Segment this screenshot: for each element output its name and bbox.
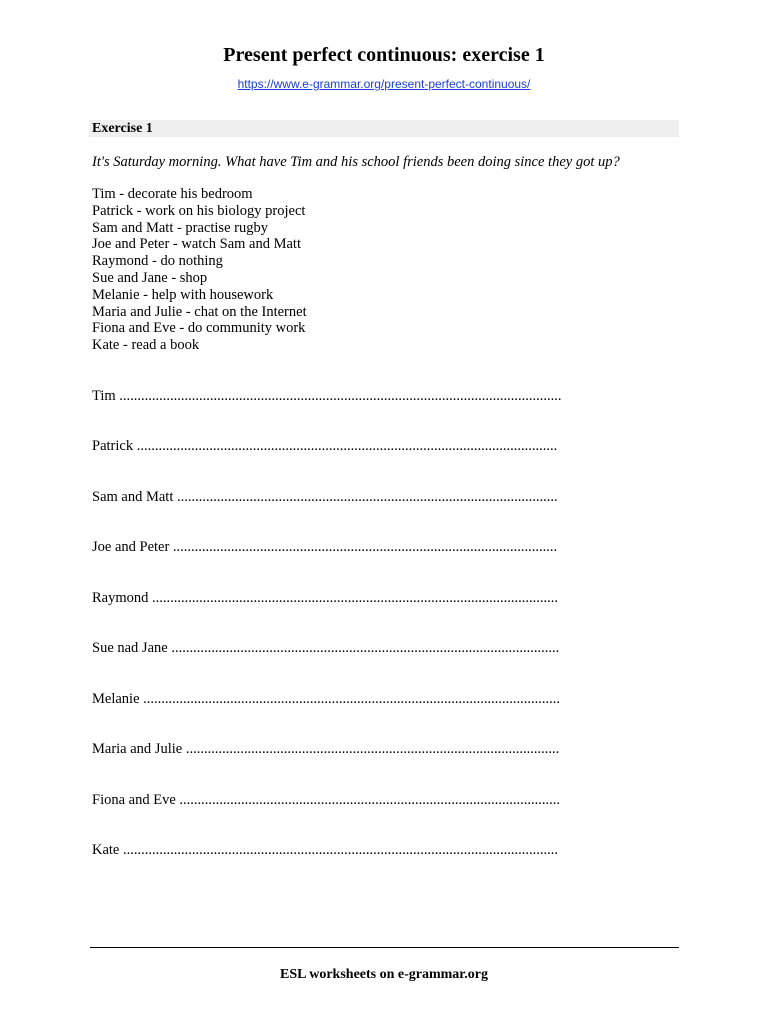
prompt-item: Fiona and Eve - do community work bbox=[92, 320, 306, 337]
answer-line-raymond[interactable]: Raymond ................................................................................................................ bbox=[92, 590, 559, 606]
answer-line-kate[interactable]: Kate ........................................................................................................................ bbox=[92, 842, 558, 858]
answer-line-sue-and-jane[interactable]: Sue nad Jane ........................................................................................................... bbox=[92, 640, 560, 656]
answer-line-maria-and-julie[interactable]: Maria and Julie ....................................................................................................... bbox=[92, 741, 560, 757]
source-link[interactable]: https://www.e-grammar.org/present-perfect-continuous/ bbox=[237, 77, 531, 91]
prompt-item: Joe and Peter - watch Sam and Matt bbox=[92, 236, 301, 253]
prompt-list bbox=[92, 186, 307, 354]
prompt-item: Tim - decorate his bedroom bbox=[92, 186, 253, 202]
footer-divider bbox=[90, 947, 679, 948]
prompt-item: Sam and Matt - practise rugby bbox=[92, 219, 268, 236]
prompt-item: Raymond - do nothing bbox=[92, 253, 223, 270]
source-url bbox=[0, 76, 768, 92]
exercise-instruction: It's Saturday morning. What have Tim and his school friends been doing since they got up? bbox=[92, 154, 620, 170]
prompt-item: Maria and Julie - chat on the Internet bbox=[92, 303, 307, 320]
page-title: Present perfect continuous: exercise 1 bbox=[223, 44, 545, 66]
prompt-item: Melanie - help with housework bbox=[92, 286, 274, 303]
answer-line-sam-and-matt[interactable]: Sam and Matt ......................................................................................................... bbox=[92, 489, 558, 505]
prompt-item: Patrick - work on his biology project bbox=[92, 202, 306, 219]
footer-text: ESL worksheets on e-grammar.org bbox=[280, 967, 488, 982]
answer-line-fiona-and-eve[interactable]: Fiona and Eve ......................................................................................................... bbox=[92, 792, 561, 808]
prompt-item: Kate - read a book bbox=[92, 337, 200, 354]
answer-line-tim[interactable]: Tim .......................................................................................................................... bbox=[92, 388, 562, 404]
exercise-heading: Exercise 1 bbox=[89, 120, 679, 137]
answer-line-patrick[interactable]: Patrick .................................................................................................................... bbox=[92, 438, 558, 454]
prompt-item: Sue and Jane - shop bbox=[92, 269, 208, 286]
answer-line-joe-and-peter[interactable]: Joe and Peter .......................................................................................................... bbox=[92, 539, 558, 555]
answer-line-melanie[interactable]: Melanie ................................................................................................................... bbox=[92, 691, 561, 707]
